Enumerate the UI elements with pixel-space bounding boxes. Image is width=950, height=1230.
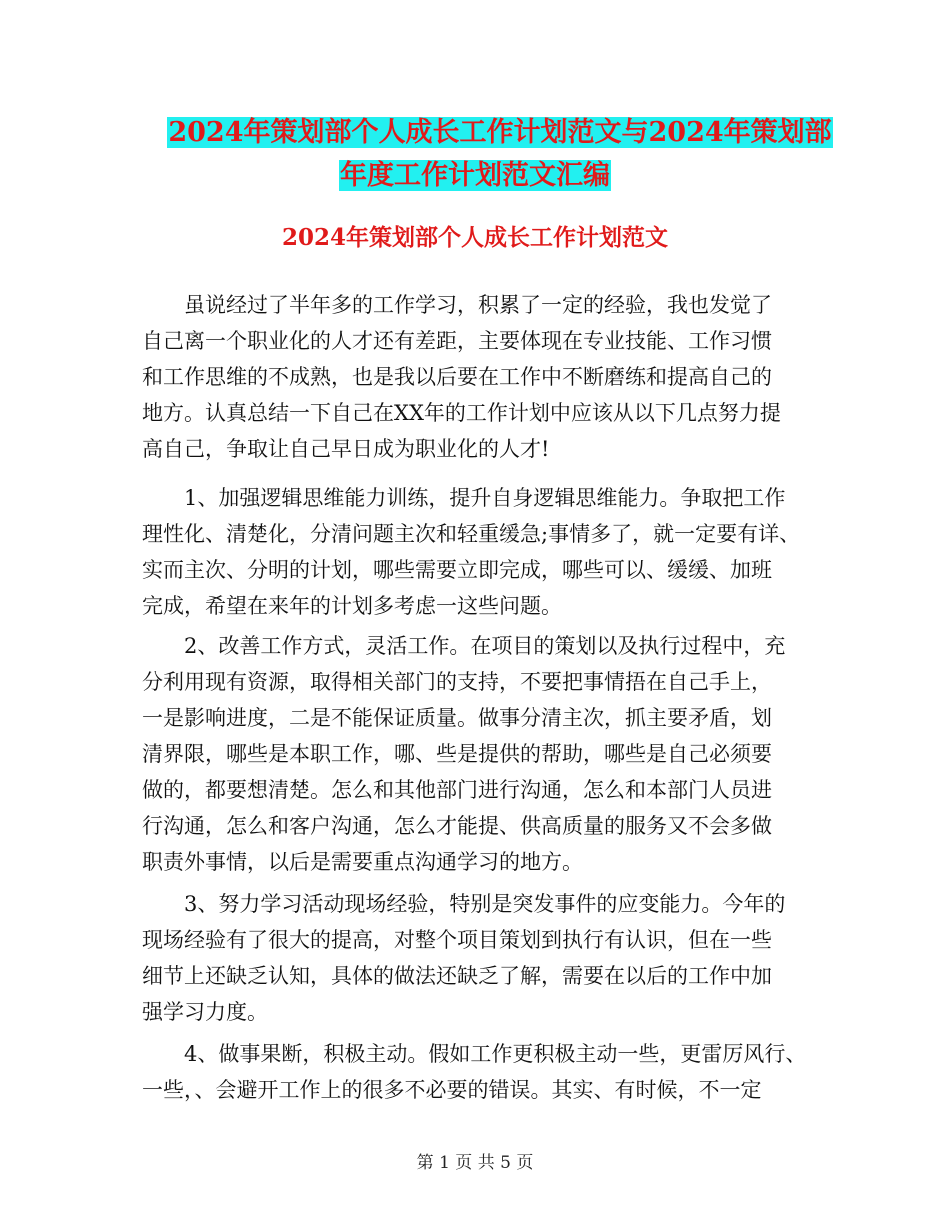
text-line: 行沟通，怎么和客户沟通，怎么才能提、供高质量的服务又不会多做 (142, 814, 772, 838)
page-footer: 第 1 页 共 5 页 (416, 1153, 534, 1173)
section-heading: 2024年策划部个人成长工作计划范文 (281, 224, 668, 251)
text-line: 理性化、清楚化，分清问题主次和轻重缓急;事情多了，就一定要有详、 (142, 522, 801, 546)
text-line: 自己离一个职业化的人才还有差距，主要体现在专业技能、工作习惯 (142, 329, 772, 353)
text-line: 细节上还缺乏认知，具体的做法还缺乏了解，需要在以后的工作中加 (142, 964, 772, 988)
text-line: 虽说经过了半年多的工作学习，积累了一定的经验，我也发觉了 (142, 293, 772, 317)
text-line: 强学习力度。 (142, 1000, 268, 1024)
text-line: 完成，希望在来年的计划多考虑一这些问题。 (142, 594, 562, 618)
text-line: 实而主次、分明的计划，哪些需要立即完成，哪些可以、缓缓、加班 (142, 558, 772, 582)
text-line: 做的，都要想清楚。怎么和其他部门进行沟通，怎么和本部门人员进 (142, 778, 772, 802)
text-line: 3、努力学习活动现场经验，特别是突发事件的应变能力。今年的 (142, 892, 786, 916)
text-line: 一些，、会避开工作上的很多不必要的错误。其实、有时候，不一定 (142, 1078, 762, 1102)
text-line: 分利用现有资源，取得相关部门的支持，不要把事情捂在自己手上， (142, 670, 772, 694)
text-line: 高自己，争取让自己早日成为职业化的人才! (142, 437, 550, 461)
title-highlight-1: 2024年策划部个人成长工作计划范文与2024年策划部 (168, 117, 832, 148)
text-line: 2、改善工作方式，灵活工作。在项目的策划以及执行过程中，充 (142, 634, 786, 658)
text-line: 和工作思维的不成熟，也是我以后要在工作中不断磨练和提高自己的 (142, 365, 772, 389)
text-line: 现场经验有了很大的提高，对整个项目策划到执行有认识，但在一些 (142, 928, 772, 952)
text-line: 地方。认真总结一下自己在XX年的工作计划中应该从以下几点努力提 (142, 401, 781, 425)
title-highlight-2: 年度工作计划范文汇编 (340, 160, 610, 191)
document-title-line-2 (0, 153, 950, 199)
text-line: 清界限，哪些是本职工作，哪、些是提供的帮助，哪些是自己必须要 (142, 742, 772, 766)
text-line: 4、做事果断，积极主动。假如工作更积极主动一些，更雷厉风行、 (142, 1042, 807, 1066)
document-title-line-1 (25, 110, 950, 156)
text-line: 职责外事情，以后是需要重点沟通学习的地方。 (142, 850, 583, 874)
text-line: 一是影响进度，二是不能保证质量。做事分清主次，抓主要矛盾，划 (142, 706, 772, 730)
text-line: 1、加强逻辑思维能力训练，提升自身逻辑思维能力。争取把工作 (142, 486, 786, 510)
